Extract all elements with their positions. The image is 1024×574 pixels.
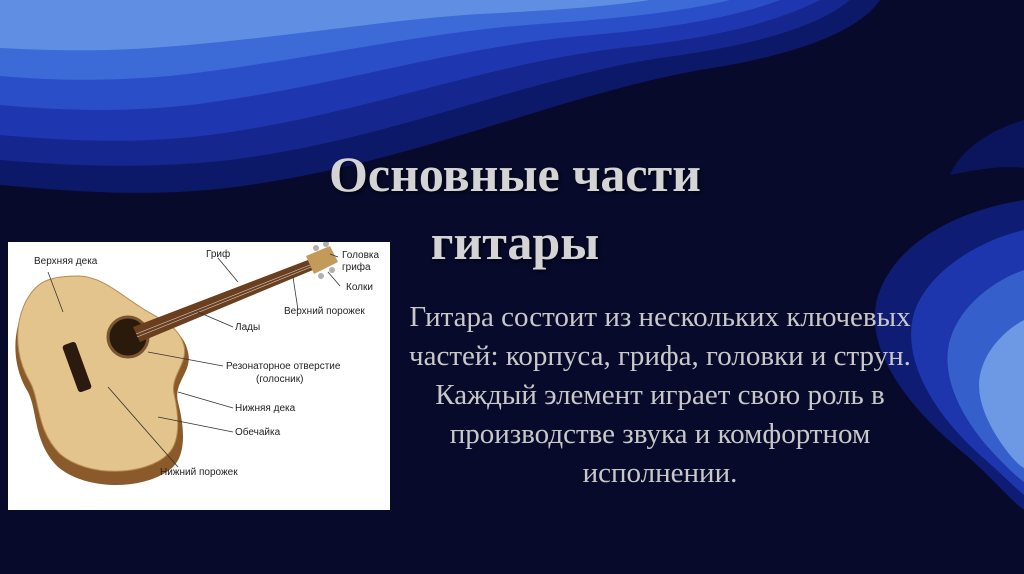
wave-right-5 — [950, 120, 1024, 175]
guitar-diagram — [8, 242, 390, 510]
label-neck: Гриф — [206, 249, 231, 260]
label-frets: Лады — [235, 322, 261, 333]
title-line-1: Основные части — [329, 146, 701, 202]
slide-body-text: Гитара состоит из нескольких ключевых частей: корпуса, грифа, головки и струн. Каждый элемент играет свою роль в производстве звука и комфортном исполнении. — [409, 301, 911, 489]
label-bridge: Нижний порожек — [160, 467, 238, 478]
label-shell: Обечайка — [235, 427, 281, 438]
title-line-2: гитары — [430, 214, 600, 270]
label-top-nut: Верхний порожек — [284, 306, 365, 317]
guitar-diagram-image — [8, 242, 390, 510]
label-head-1: Головка — [342, 250, 380, 261]
label-sound-hole-2: (голосник) — [256, 374, 304, 385]
label-top-deck: Верхняя дека — [34, 256, 98, 267]
label-pegs: Колки — [346, 282, 373, 293]
label-head-2: грифа — [342, 262, 371, 273]
label-bottom-deck: Нижняя дека — [235, 403, 296, 414]
label-sound-hole-1: Резонаторное отверстие — [226, 361, 341, 372]
